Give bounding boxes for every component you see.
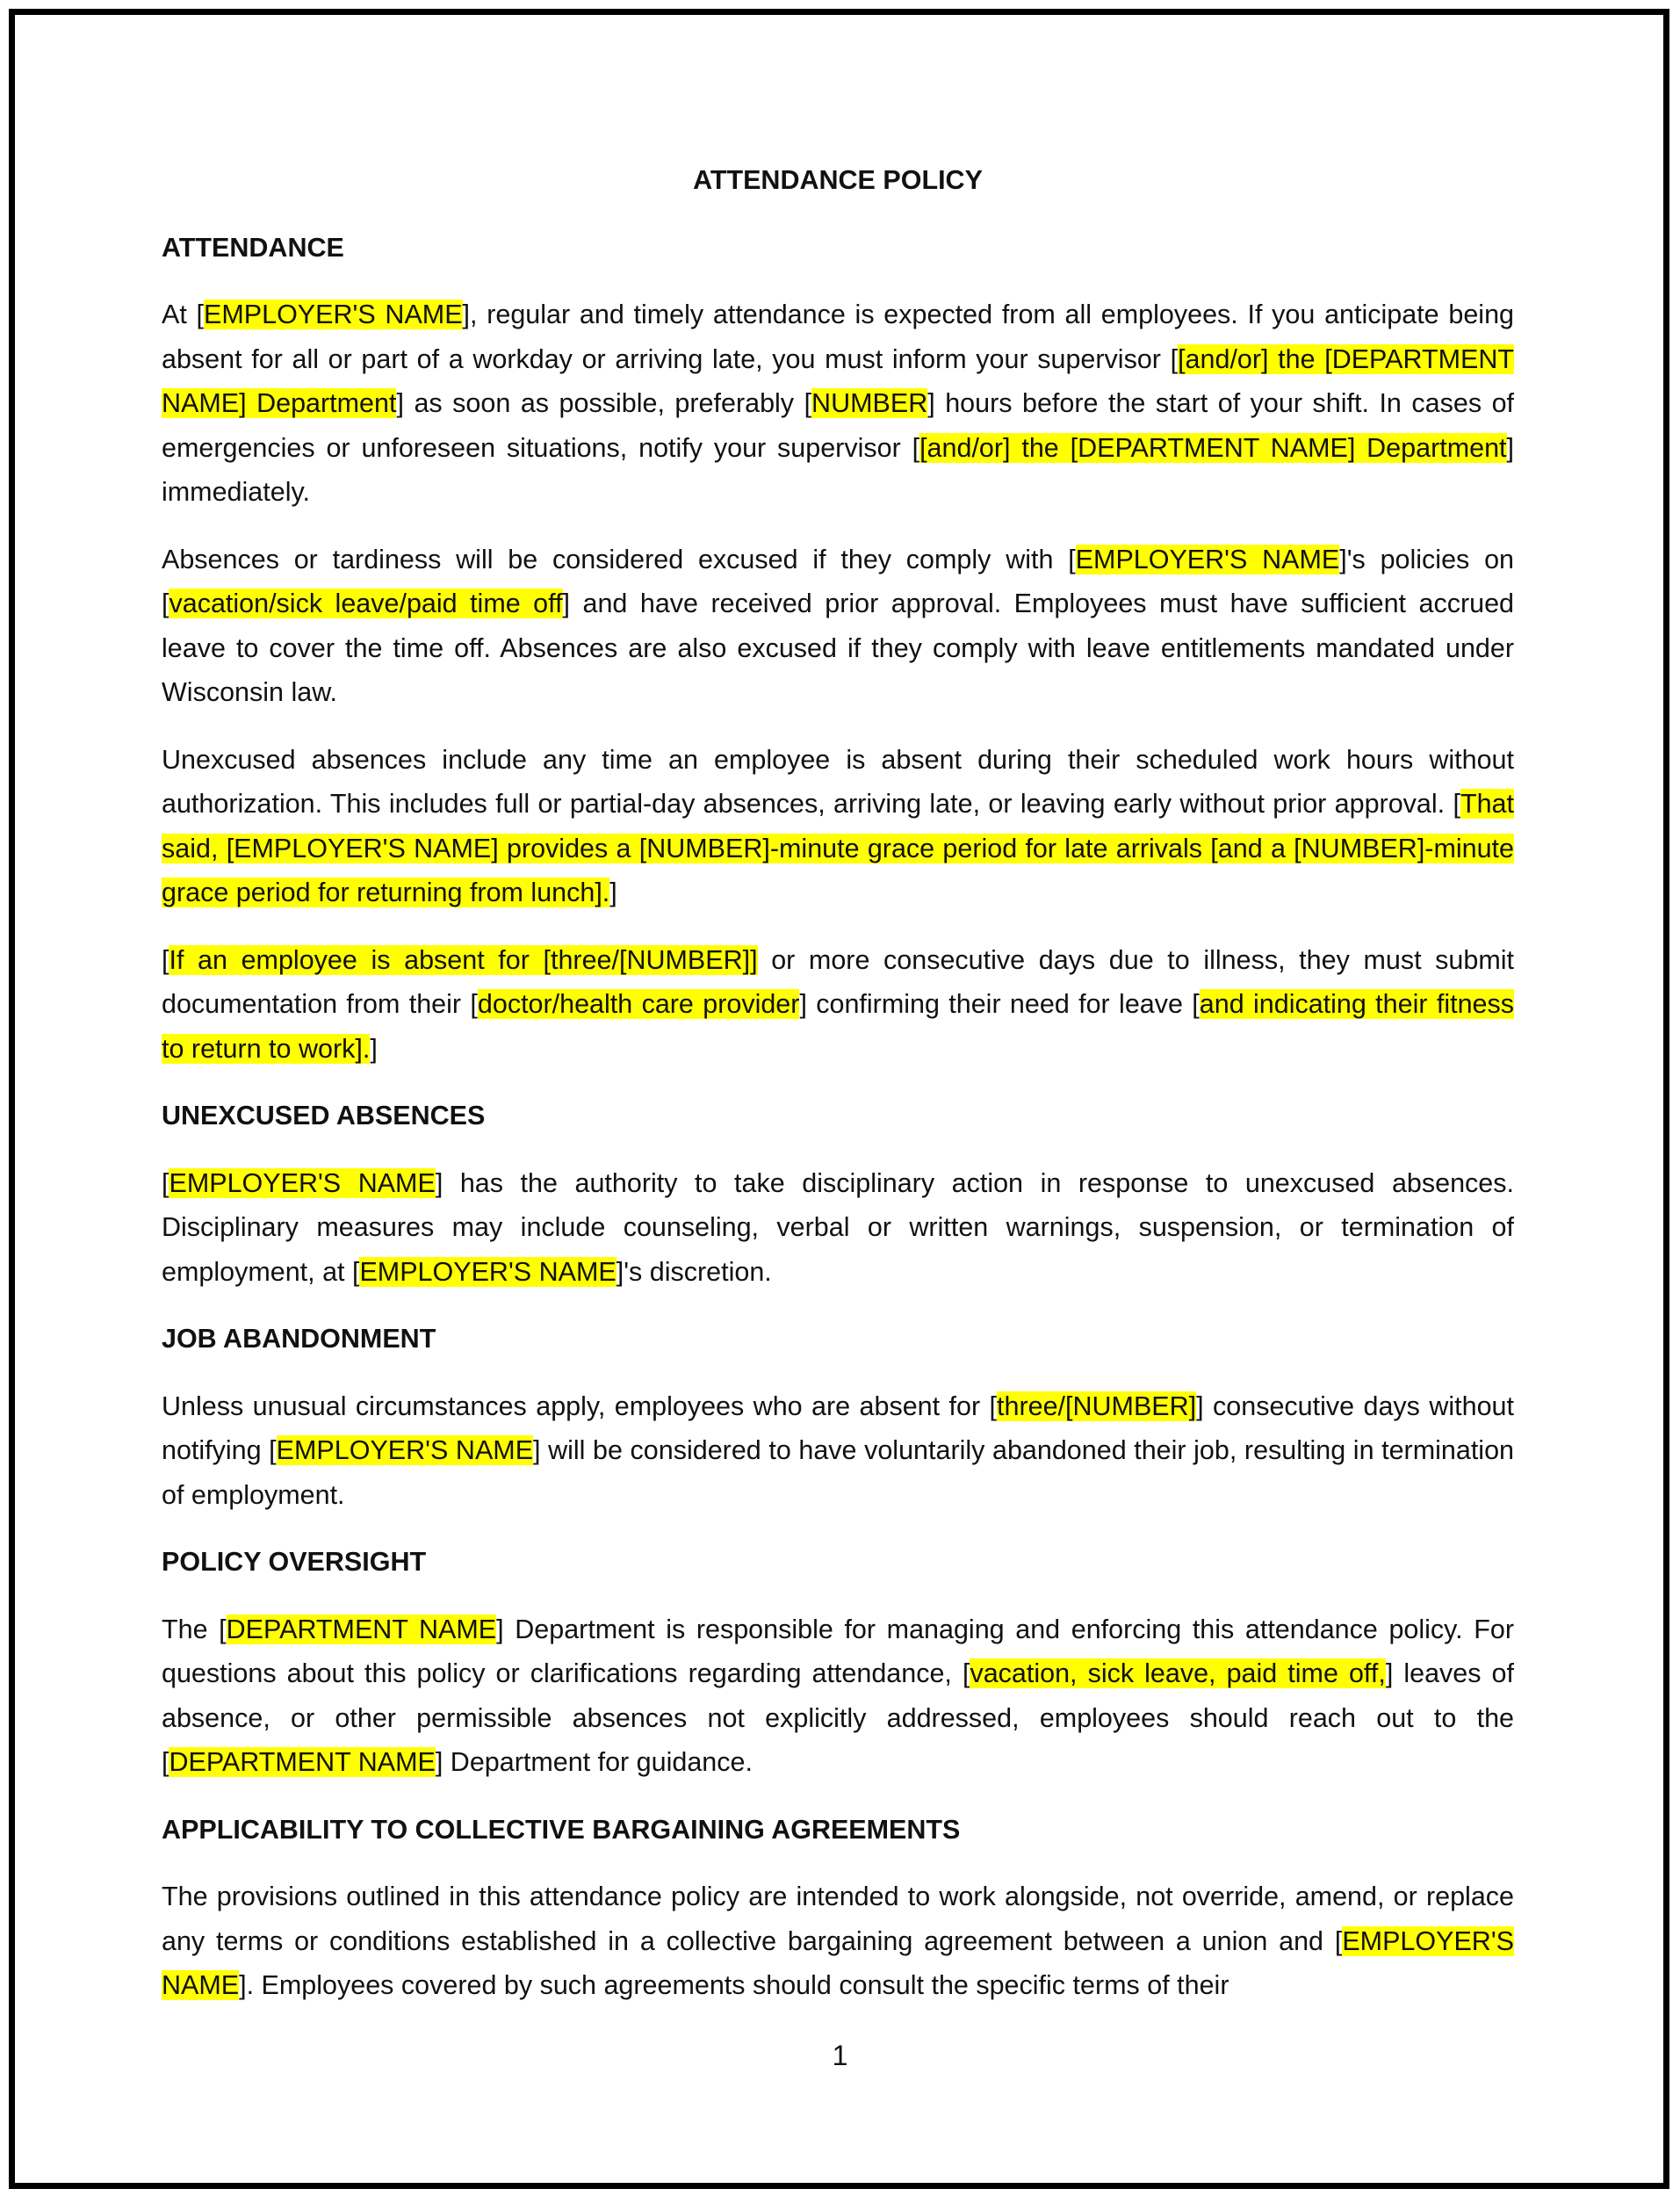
placeholder-highlight: EMPLOYER'S NAME	[169, 1167, 436, 1198]
paragraph-text: At [	[162, 300, 205, 329]
placeholder-highlight: EMPLOYER'S NAME	[162, 1925, 1514, 2000]
document-title: ATTENDANCE POLICY	[693, 165, 983, 195]
placeholder-highlight: NUMBER	[811, 388, 928, 418]
section-heading: ATTENDANCE	[162, 232, 344, 263]
paragraph-text: ] consecutive days without notifying [	[162, 1391, 1514, 1465]
paragraph-text: The [	[162, 1614, 227, 1644]
section-heading: JOB ABANDONMENT	[162, 1324, 436, 1354]
placeholder-highlight: DEPARTMENT NAME	[169, 1747, 436, 1777]
placeholder-highlight: EMPLOYER'S NAME	[1075, 544, 1340, 574]
placeholder-highlight: doctor/health care provider	[477, 989, 800, 1019]
paragraph-text: The provisions outlined in this attendance policy are intended to work alongside, not override, amend, or replace any terms or conditions established in a collective bargaining agreement between a union and [	[162, 1882, 1514, 1956]
paragraph-text: ] leaves of absence, or other permissible absences not explicitly addressed, employees should reach out to the [	[162, 1658, 1514, 1777]
document-page	[162, 158, 1514, 2031]
paragraph-text: ] confirming their need for leave [	[799, 989, 1200, 1019]
section-heading: APPLICABILITY TO COLLECTIVE BARGAINING AGREEMENTS	[162, 1814, 961, 1845]
placeholder-highlight: That said, [EMPLOYER'S NAME] provides a [NUMBER]-minute grace period for late arrivals [and a [NUMBER]-minute grace period for returning from lunch].	[162, 789, 1514, 907]
paragraph-text: ]	[609, 878, 617, 907]
paragraph	[162, 538, 1514, 715]
paragraph-text: ] has the authority to take disciplinary action in response to unexcused absences. Disciplinary measures may include counseling, verbal or written warnings, suspension, or termination of employment, at [	[162, 1167, 1514, 1287]
placeholder-highlight: [and/or] the [DEPARTMENT NAME] Department	[162, 343, 1514, 418]
paragraph	[162, 1607, 1514, 1785]
paragraph-text: ]	[370, 1033, 378, 1064]
paragraph	[162, 938, 1514, 1072]
paragraph-text: [	[162, 944, 169, 975]
section-heading: POLICY OVERSIGHT	[162, 1547, 427, 1577]
paragraph-text: ], regular and timely attendance is expected from all employees. If you anticipate being absent for all or part of a workday or arriving late, you must inform your supervisor [	[162, 300, 1514, 374]
paragraph-text: ] hours before the start of your shift. In cases of emergencies or unforeseen situations, notify your supervisor [	[162, 388, 1515, 463]
paragraph-text: [	[162, 1167, 169, 1198]
placeholder-highlight: DEPARTMENT NAME	[226, 1614, 497, 1644]
paragraph-text: Unless unusual circumstances apply, employees who are absent for [	[162, 1391, 998, 1421]
paragraph-text: ] as soon as possible, preferably [	[396, 388, 812, 418]
paragraph	[162, 738, 1514, 915]
placeholder-highlight: vacation, sick leave, paid time off,	[970, 1658, 1386, 1688]
paragraph-text: ]. Employees covered by such agreements should consult the specific terms of their	[239, 1970, 1229, 2000]
paragraph-text: ] immediately.	[162, 432, 1514, 507]
paragraph-text: ] Department is responsible for managing and enforcing this attendance policy. For questions about this policy or clarifications regarding attendance, [	[162, 1614, 1514, 1688]
paragraph	[162, 1384, 1514, 1518]
placeholder-highlight: vacation/sick leave/paid time off	[169, 589, 563, 618]
placeholder-highlight: [and/or] the [DEPARTMENT NAME] Department	[919, 432, 1507, 463]
paragraph	[162, 293, 1514, 515]
paragraph-text: ] will be considered to have voluntarily abandoned their job, resulting in termination of employment.	[162, 1435, 1514, 1510]
placeholder-highlight: three/[NUMBER]	[997, 1391, 1197, 1421]
paragraph-text: ]'s policies on [	[162, 544, 1514, 618]
page-number: 1	[832, 2040, 848, 2071]
paragraph-text: Absences or tardiness will be considered excused if they comply with [	[162, 544, 1076, 574]
section-heading: UNEXCUSED ABSENCES	[162, 1101, 486, 1131]
paragraph-text: or more consecutive days due to illness, they must submit documentation from their [	[162, 944, 1514, 1019]
placeholder-highlight: and indicating their fitness to return to work].	[162, 989, 1514, 1064]
placeholder-highlight: EMPLOYER'S NAME	[359, 1256, 616, 1287]
paragraph-text: ]'s discretion.	[616, 1256, 772, 1287]
paragraph	[162, 1161, 1514, 1295]
paragraph	[162, 1875, 1514, 2008]
paragraph-text: Unexcused absences include any time an employee is absent during their scheduled work hours without authorization. This includes full or partial-day absences, arriving late, or leaving early without prior approval. [	[162, 744, 1514, 819]
document-body	[162, 226, 1514, 2008]
paragraph-text: ] Department for guidance.	[435, 1747, 753, 1777]
placeholder-highlight: EMPLOYER'S NAME	[276, 1435, 534, 1465]
paragraph-text: ] and have received prior approval. Employees must have sufficient accrued leave to cover the time off. Absences are also excused if they comply with leave entitlements mandated under Wisconsin law.	[162, 589, 1514, 707]
placeholder-highlight: If an employee is absent for [three/[NUMBER]]	[169, 944, 758, 975]
placeholder-highlight: EMPLOYER'S NAME	[204, 300, 463, 329]
